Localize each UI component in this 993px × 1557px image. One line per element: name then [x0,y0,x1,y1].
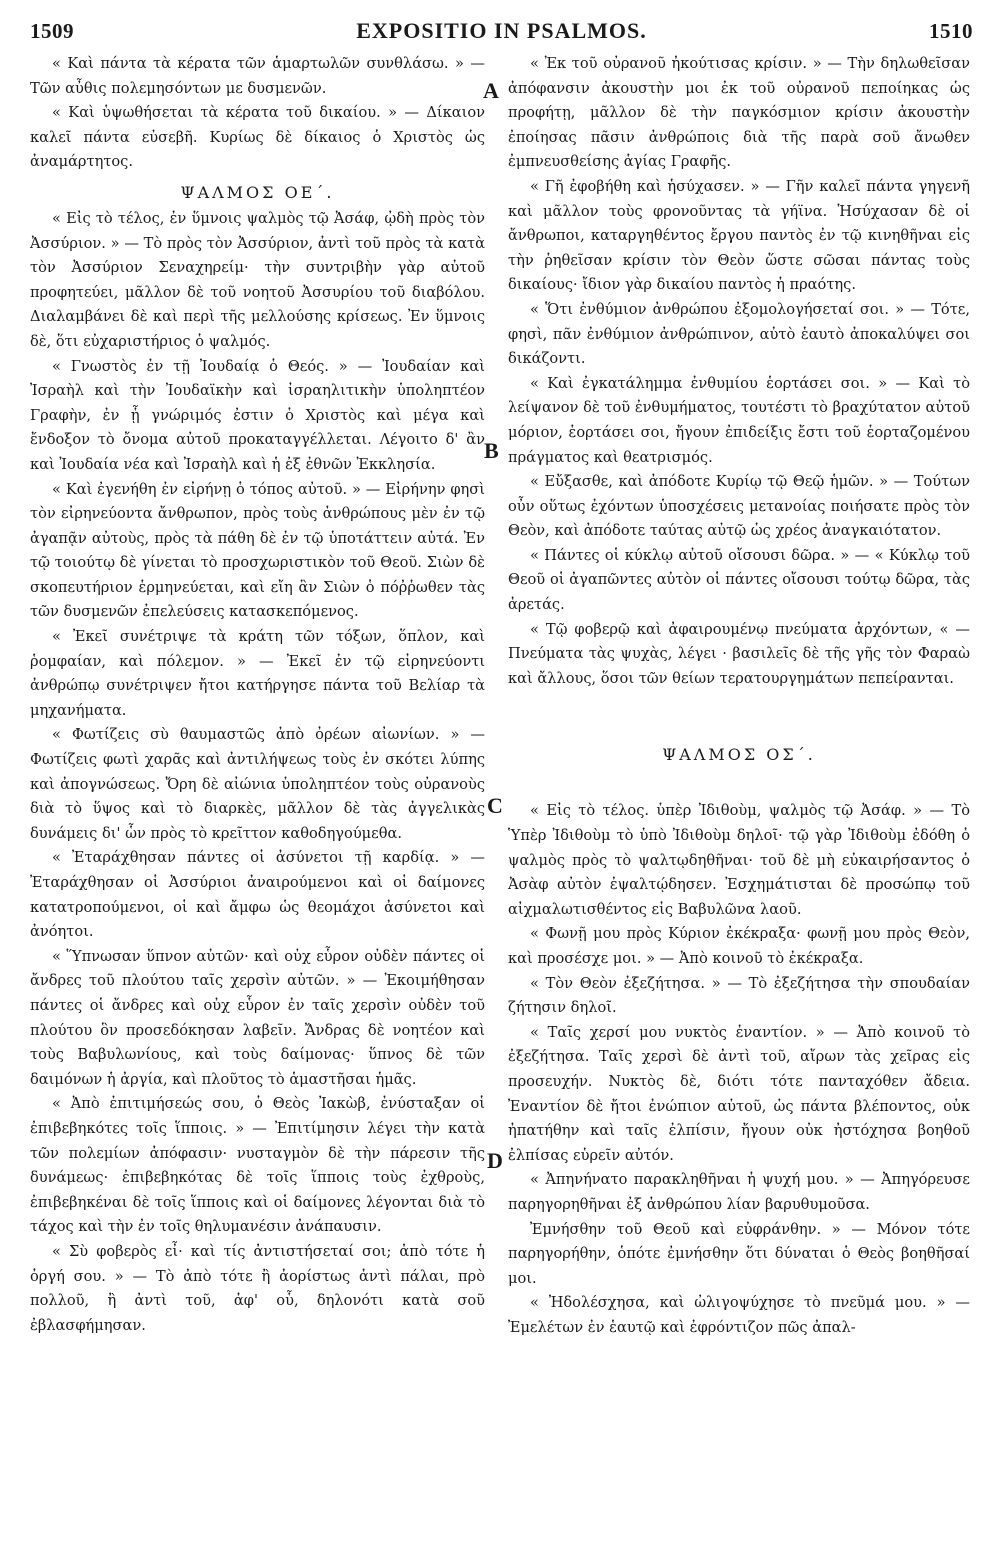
psalm-heading: ΨΑΛΜΟΣ ΟΣ΄. [662,745,816,765]
paragraph: « Ἠδολέσχησα, καὶ ὠλιγοψύχησε τὸ πνεῦμά μου. » — Ἐμελέτων ἐν ἑαυτῷ καὶ ἐφρόντιζον πῶς ἀπαλ- [508,1294,970,1336]
page-number-left: 1509 [30,18,74,43]
paragraph: « Καὶ ἐγκατάλημμα ἐνθυμίου ἑορτάσει σοι. » — Καὶ τὸ λείψανον δὲ τοῦ ἐνθυμήματος, τουτέστι τὸ βραχύτατον αὐτοῦ μόριον, ἑορτάσει σοι, ἤγουν ἐπιδείξις ἔστι τοῦ ἑορταζομένου πράγματος καὶ θεατρισμός. [508,374,970,466]
margin-marker-d: D [487,1148,503,1173]
margin-marker-a: A [483,78,499,103]
paragraph: « Γνωστὸς ἐν τῇ Ἰουδαίᾳ ὁ Θεός. » — Ἰουδαίαν καὶ Ἰσραὴλ καὶ τὴν Ἰουδαϊκὴν καὶ ἰσραηλιτικὴν ὑποληπτέον Γραφὴν, ἐν ᾗ γνώριμός ἐστιν ὁ Χριστὸς καὶ μέγα καὶ ἔνδοξον τὸ ὄνομα αὐτοῦ προκαταγγέλλεται. Λέγοιτο δ' ἂν καὶ Ἰουδαία νέα καὶ Ἰσραὴλ καὶ ἡ ἐξ ἐθνῶν Ἐκκλησία. [30,357,485,473]
paragraph: « Ὅτι ἐνθύμιον ἀνθρώπου ἐξομολογήσεταί σοι. » — Τότε, φησὶ, πᾶν ἐνθύμιον ἀνθρώπινον, αὐτὸ ἑαυτὸ ἀποκαλύψει σοι δικάζοντι. [508,300,970,368]
paragraph: « Φωνῇ μου πρὸς Κύριον ἐκέκραξα· φωνῇ μου πρὸς Θεὸν, καὶ προσέσχε μοι. » — Ἀπὸ κοινοῦ τὸ ἐκέκραξα. [508,925,970,967]
paragraph: « Ὕπνωσαν ὕπνον αὐτῶν· καὶ οὐχ εὗρον οὐδὲν πάντες οἱ ἄνδρες τοῦ πλούτου ταῖς χερσὶν αὐτῶν. » — Ἐκοιμήθησαν πάντες οἱ ἄνδρες καὶ οὐχ εὗρον ἐν ταῖς χερσὶν οὐδὲν τοῦ πλούτου ὃν προσεδόκησαν λαβεῖν. Ἄνδρας δὲ νοητέον καὶ τοὺς Βαβυλωνίους, καὶ τοὺς δαίμονας· ὕπνος δὲ τῶν δαιμόνων ἡ ἀργία, καὶ πλοῦτος τὸ ἁμαστῆσαι ἡμᾶς. [30,947,485,1088]
paragraph: « Ἐκ τοῦ οὐρανοῦ ἠκούτισας κρίσιν. » — Τὴν δηλωθεῖσαν ἀπόφανσιν ἀκουστὴν μοι ἐκ τοῦ οὐρανοῦ πεποίηκας ὡς προφήτῃ, μᾶλλον δὲ τὴν παγκόσμιον κρίσιν ἀκουστὴν ἐποίησας πᾶσιν ἀνθρώποις διὰ τῆς παρὰ σοῦ ἄνωθεν ἐμπνευσθείσης ἁγίας Γραφῆς. [508,55,970,171]
paragraph: Ἐμνήσθην τοῦ Θεοῦ καὶ εὐφράνθην. » — Μόνον τότε παρηγορήθην, ὁπότε ἐμνήσθην ὅτι δύναται ὁ Θεὸς βοηθῆσαί μοι. [508,1220,970,1287]
paragraph: « Εὔξασθε, καὶ ἀπόδοτε Κυρίῳ τῷ Θεῷ ἡμῶν. » — Τούτων οὖν οὕτως ἐχόντων ὑποσχέσεις μετανοίας ποιήσατε πρὸς τὸν Θεὸν, καὶ ἀπόδοτε ταύτας αὐτῷ ὡς χρέος ἀναγκαιότατον. [508,473,970,540]
paragraph: « Πάντες οἱ κύκλῳ αὐτοῦ οἴσουσι δῶρα. » — « Κύκλῳ τοῦ Θεοῦ οἱ ἀγαπῶντες αὐτὸν οἱ πάντες οἴσουσι τούτῳ δῶρα, τὰς ἀρετάς. [508,546,970,614]
paragraph: « Ἀπὸ ἐπιτιμήσεώς σου, ὁ Θεὸς Ἰακὼβ, ἐνύσταξαν οἱ ἐπιβεβηκότες τοῖς ἵπποις. » — Ἐπιτίμησιν λέγει τὴν κατὰ τῶν πολεμίων ἀπόφασιν· νυσταγμὸν δὲ τὴν πάρεσιν τῆς δυνάμεως· ἐπιβεβηκότας δὲ τοῖς ἵπποις τοὺς ἐχθροὺς, ἐπιβεβηκέναι δὲ τοῖς ἵπποις καὶ οἱ δαίμονες λέγονται διὰ τὸ τάχος καὶ τὴν ἐν τοῖς θηλυμανέσιν ἀνάπαυσιν. [30,1095,485,1236]
left-column [30,52,485,1338]
right-column [508,52,970,1341]
paragraph: « Ἐταράχθησαν πάντες οἱ ἀσύνετοι τῇ καρδίᾳ. » — Ἐταράχθησαν οἱ Ἀσσύριοι ἀναιρούμενοι καὶ οἱ δαίμονες κατατροπούμενοι, οἱ καὶ ἄμφω ὡς θεομάχοι ἀσύνετοι καὶ ἀνόητοι. [30,849,485,941]
paragraph: « Φωτίζεις σὺ θαυμαστῶς ἀπὸ ὀρέων αἰωνίων. » — Φωτίζεις φωτὶ χαρᾶς καὶ ἀντιλήψεως τοὺς ἐν σκότει λύπης καὶ ἀπογνώσεως. Ὄρη δὲ αἰώνια ὑποληπτέον τοὺς οὐρανοὺς διὰ τὸ ὕψος καὶ τὸ διαρκὲς, μᾶλλον δὲ τὰς ἀγγελικὰς δυνάμεις δι' ὧν πρὸς τὸ κρεῖττον καθοδηγούμεθα. [30,726,485,842]
paragraph: « Εἰς τὸ τέλος. ὑπὲρ Ἰδιθοὺμ, ψαλμὸς τῷ Ἀσάφ. » — Τὸ Ὑπὲρ Ἰδιθοὺμ τὸ ὑπὸ Ἰδιθοὺμ δηλοῖ· τῷ γὰρ Ἰδιθοὺμ ἐδόθη ὁ ψαλμὸς πρὸς τὸ ψαλτῳδηθῆναι· τοῦ δὲ μὴ εὐκαιρήσαντος ὁ Ἀσὰφ αὐτὸν ἐψαλτῴδησεν. Ἐσχημάτισται δὲ προσώπῳ τοῦ αἰχμαλωτισθέντος εἰς Βαβυλῶνα λαοῦ. [508,802,970,918]
paragraph: « Καὶ ὑψωθήσεται τὰ κέρατα τοῦ δικαίου. » — Δίκαιον καλεῖ πάντα εὐσεβῆ. Κυρίως δὲ δίκαιος ὁ Χριστὸς ὡς ἀναμάρτητος. [30,104,485,171]
paragraph: « Ταῖς χερσί μου νυκτὸς ἐναντίον. » — Ἀπὸ κοινοῦ τὸ ἐξεζήτησα. Ταῖς χερσὶ δὲ ἀντὶ τοῦ, αἴρων τὰς χεῖρας εἰς προσευχήν. Νυκτὸς δὲ, διότι τότε πανταχόθεν ἄδεια. Ἐναντίον δὲ ἤτοι ἐνώπιον αὐτοῦ, ὡς πάντα βλέποντος, οὐκ ἠπατήθην καὶ ταῖς ἐλπίσιν, ἤγουν οὐκ ἠστόχησα βοηθοῦ ἐλπίσας εὑρεῖν αὐτόν. [508,1023,970,1164]
margin-marker-c: C [487,793,503,818]
margin-marker-b: B [484,438,499,463]
paragraph: « Καὶ πάντα τὰ κέρατα τῶν ἁμαρτωλῶν συνθλάσω. » — Τῶν αὖθις πολεμησόντων με δυσμενῶν. [30,55,485,97]
paragraph: « Εἰς τὸ τέλος, ἐν ὕμνοις ψαλμὸς τῷ Ἀσάφ, ᾠδὴ πρὸς τὸν Ἀσσύριον. » — Τὸ πρὸς τὸν Ἀσσύριον, ἀντὶ τοῦ πρὸς τὰ κατὰ τὸν Ἀσσύριον Σεναχηρείμ· τὴν συντριβὴν γὰρ αὐτοῦ προφητεύει, μᾶλλον δὲ τοῦ νοητοῦ Ἀσσυρίου τοῦ διαβόλου. Διαλαμβάνει δὲ καὶ περὶ τῆς μελλούσης κρίσεως. Ἐν ὕμνοις δὲ, ὅτι εὐχαριστήριος ὁ ψαλμός. [30,209,485,350]
psalm-heading: ΨΑΛΜΟΣ ΟΕ΄. [180,182,335,202]
page-number-right: 1510 [929,18,973,43]
paragraph: « Τὸν Θεὸν ἐξεζήτησα. » — Τὸ ἐξεζήτησα τὴν σπουδαίαν ζήτησιν δηλοῖ. [508,974,970,1017]
paragraph: « Σὺ φοβερὸς εἶ· καὶ τίς ἀντιστήσεταί σοι; ἀπὸ τότε ἡ ὀργή σου. » — Τὸ ἀπὸ τότε ἢ ἀορίστως ἀντὶ πάλαι, πρὸ πολλοῦ, ἢ ἀντὶ τοῦ, ἀφ' οὗ, δηλονότι κατὰ σοῦ ἐβλασφήμησαν. [30,1242,485,1334]
running-title: EXPOSITIO IN PSALMOS. [356,18,647,43]
paragraph: « Τῷ φοβερῷ καὶ ἀφαιρουμένῳ πνεύματα ἀρχόντων, « — Πνεύματα τὰς ψυχὰς, λέγει · βασιλεῖς δὲ τῆς γῆς τὸν Φαραὼ καὶ ἄλλους, ὅσοι τῶν θείων τερατουργημάτων πεπείρανται. [508,620,970,687]
paragraph: « Ἐκεῖ συνέτριψε τὰ κράτη τῶν τόξων, ὅπλον, καὶ ῥομφαίαν, καὶ πόλεμον. » — Ἐκεῖ ἐν τῷ εἰρηνεύοντι ἀνθρώπῳ συνέτριψεν ἤτοι κατήργησε πάντα τοῦ Βελίαρ τὰ μηχανήματα. [30,628,485,719]
paragraph: « Καὶ ἐγενήθη ἐν εἰρήνῃ ὁ τόπος αὐτοῦ. » — Εἰρήνην φησὶ τὸν εἰρηνεύοντα ἄνθρωπον, πρὸς τοὺς ἀνθρώπους μὲν ἐν τῷ ἀγαπᾷν αὐτοὺς, πρὸς τὰ πάθη δὲ ἐν τῷ ὑποτάττειν αὐτά. Ἐν τῷ τοιούτῳ δὲ γίνεται τὸ προσχωριστικὸν τοῦ Θεοῦ. Σιὼν δὲ σκοπευτήριον ἑρμηνεύεται, καὶ εἴη ἂν Σιὼν ὁ πόῤῥωθεν τὰς τῶν δυσμενῶν ἐπελεύσεις κατασκεπόμενος. [30,480,485,621]
paragraph: « Ἀπηνήνατο παρακληθῆναι ἡ ψυχή μου. » — Ἀπηγόρευσε παρηγορηθῆναι ἐξ ἀνθρώπου λίαν βαρυθυμοῦσα. [508,1171,970,1213]
paragraph: « Γῆ ἐφοβήθη καὶ ἡσύχασεν. » — Γῆν καλεῖ πάντα γηγενῆ καὶ μᾶλλον τοὺς φρονοῦντας τὰ γήϊνα. Ἡσύχασαν δὲ οἱ ἄνθρωποι, καταργηθέντος ἔργου παντὸς ἐν τῷ κινηθῆναι εἰς τὴν ῥηθεῖσαν κρίσιν τὸν Θεὸν ὥστε σῶσαι πάντας τοὺς δικαίους· ἴδιον γὰρ δικαίου παντὸς ἡ πραότης. [508,177,970,294]
running-header [30,14,973,48]
